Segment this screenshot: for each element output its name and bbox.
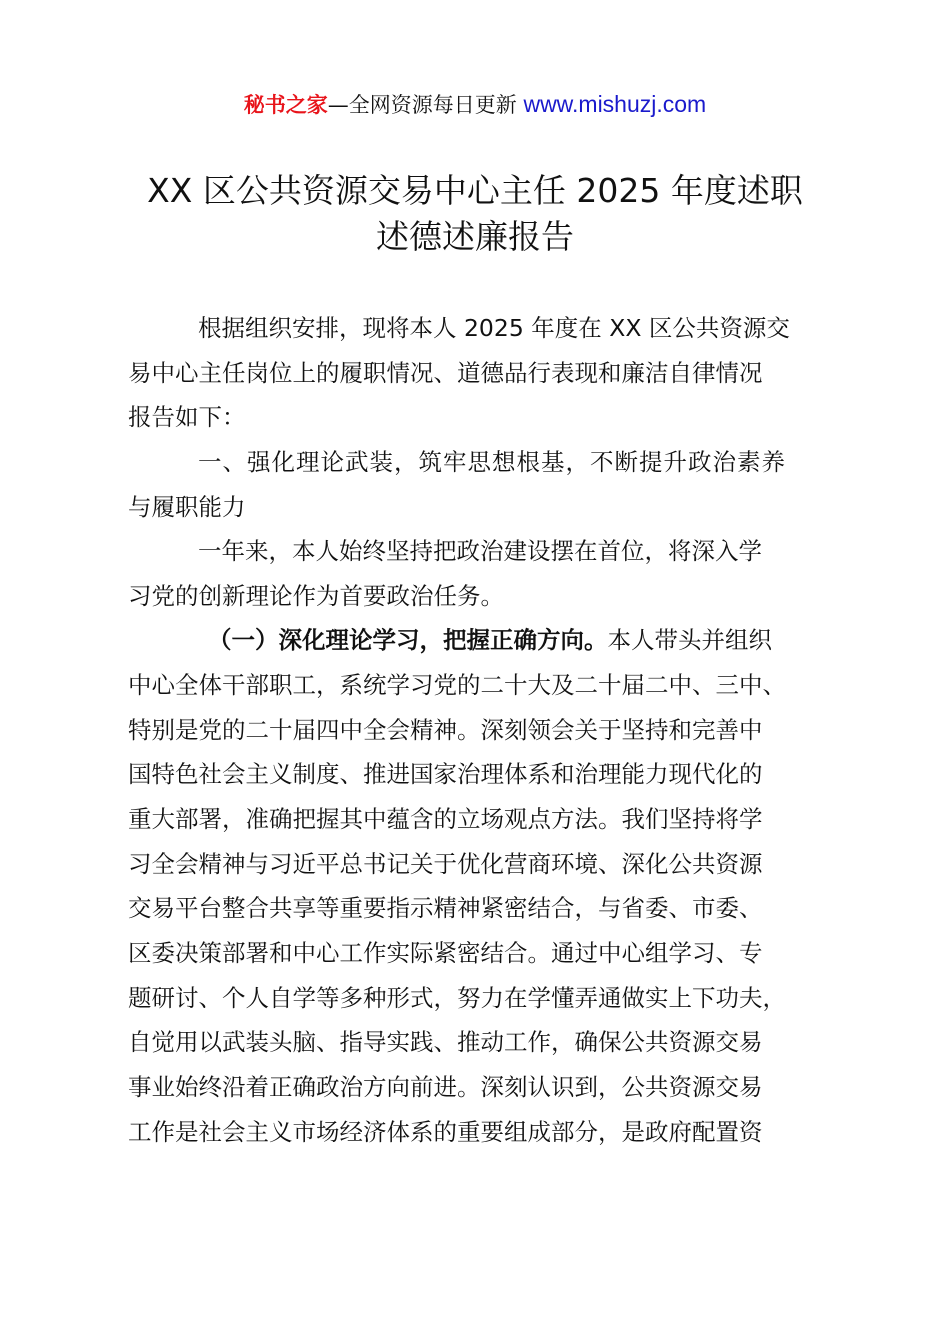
text-line: 题研讨、个人自学等多种形式，努力在学懂弄通做实上下功夫，	[128, 983, 786, 1012]
text-line: 特别是党的二十届四中全会精神。深刻领会关于坚持和完善中	[128, 715, 763, 744]
text-line: 区委决策部署和中心工作实际紧密结合。通过中心组学习、专	[128, 938, 763, 967]
text-line: 重大部署，准确把握其中蕴含的立场观点方法。我们坚持将学	[128, 805, 763, 834]
text-line: 事业始终沿着正确政治方向前进。深刻认识到，公共资源交易	[128, 1072, 763, 1101]
text-line: 中心全体干部职工，系统学习党的二十大及二十届二中、三中、	[128, 671, 786, 700]
text-line	[128, 618, 848, 663]
text-line: 一年来，本人始终坚持把政治建设摆在首位，将深入学	[198, 537, 762, 566]
section-heading-1	[128, 440, 848, 529]
text-line: 习全会精神与习近平总书记关于优化营商环境、深化公共资源	[128, 849, 763, 878]
text-line: 根据组织安排，现将本人 2025 年度在 XX 区公共资源交	[198, 314, 790, 342]
paragraph-intro	[128, 306, 848, 440]
text-line: 自觉用以武装头脑、指导实践、推动工作，确保公共资源交易	[128, 1028, 763, 1057]
text-line: 与履职能力	[128, 492, 246, 521]
brand-logo-text: 秘书之家	[243, 93, 328, 117]
text-line: 工作是社会主义市场经济体系的重要组成部分，是政府配置资	[128, 1117, 763, 1146]
header-slogan: —全网资源每日更新	[327, 93, 524, 117]
text-line: 习党的创新理论作为首要政治任务。	[128, 581, 504, 610]
paragraph-theory-study	[128, 618, 848, 1154]
title-line-1: XX 区公共资源交易中心主任 2025 年度述职	[147, 171, 803, 210]
document-title	[0, 168, 950, 260]
document-body	[128, 306, 848, 1154]
text-line: 一、强化理论武装，筑牢思想根基，不断提升政治素养	[198, 447, 786, 476]
text-line: 国特色社会主义制度、推进国家治理体系和治理能力现代化的	[128, 760, 763, 789]
site-header	[0, 88, 950, 121]
title-line-2: 述德述廉报告	[376, 217, 574, 256]
paragraph-overview	[128, 529, 848, 618]
text-span: 本人带头并组织	[607, 626, 772, 655]
subheading-lead: （一）深化理论学习，把握正确方向。	[208, 626, 608, 655]
text-line: 交易平台整合共享等重要指示精神紧密结合，与省委、市委、	[128, 894, 763, 923]
text-line: 报告如下：	[128, 403, 246, 432]
site-url-link[interactable]: www.mishuzj.com	[523, 91, 707, 117]
text-line: 易中心主任岗位上的履职情况、道德品行表现和廉洁自律情况	[128, 358, 763, 387]
